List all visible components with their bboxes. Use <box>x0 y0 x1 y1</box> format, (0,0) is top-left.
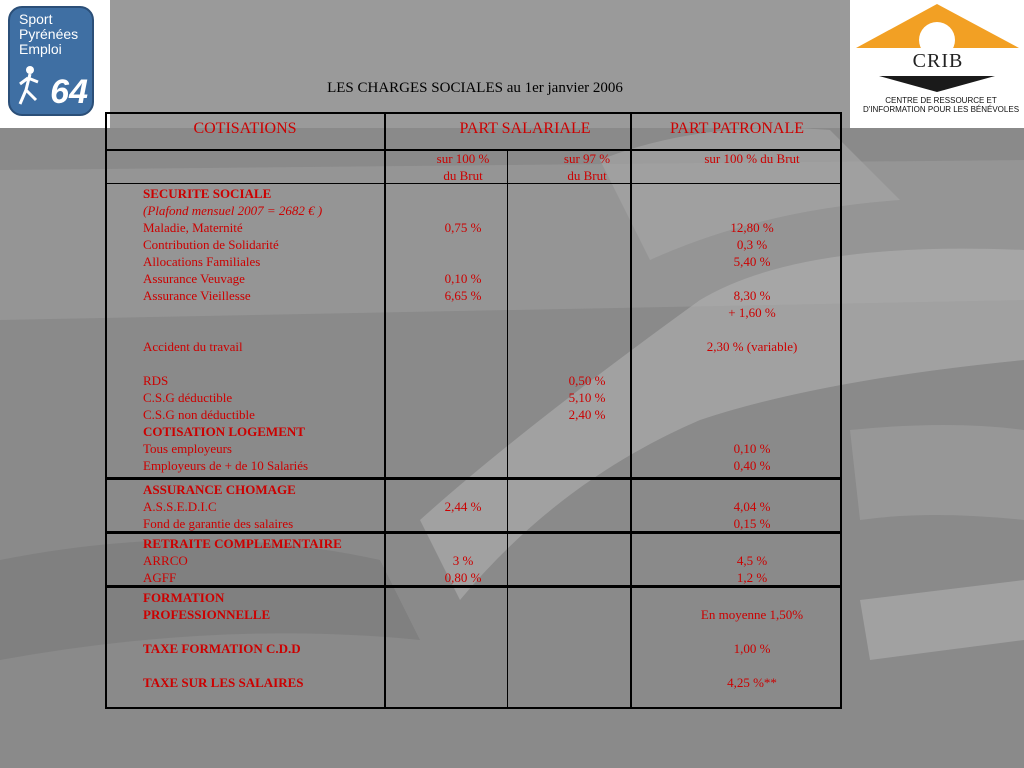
s1-pat-11 <box>672 372 832 389</box>
label-taxe-cdd: TAXE FORMATION C.D.D <box>143 641 301 656</box>
s1-sal100-5: 0,10 % <box>444 271 482 286</box>
section2-labels <box>143 481 296 532</box>
s3-pat-1: 4,5 % <box>736 553 768 568</box>
label-accident: Accident du travail <box>143 339 243 354</box>
s4-pat-2 <box>672 623 832 640</box>
label-tous-employeurs: Tous employeurs <box>143 441 232 456</box>
s1-pat-7: + 1,60 % <box>728 305 776 320</box>
s3-sal100-2: 0,80 % <box>444 570 482 585</box>
label-assedic: A.S.S.E.D.I.C <box>143 499 217 514</box>
s1-sal97-11: 0,50 % <box>568 373 606 388</box>
section1-sal100 <box>400 185 526 304</box>
s1-pat-5 <box>672 270 832 287</box>
section1-sal97 <box>524 372 650 423</box>
label-arrco: ARRCO <box>143 553 188 568</box>
label-veuvage: Assurance Veuvage <box>143 271 245 286</box>
label-assurance-chomage: ASSURANCE CHOMAGE <box>143 482 296 497</box>
label-blank-4 <box>143 623 304 640</box>
s1-sal100-3 <box>400 236 526 253</box>
subheader-pat100: sur 100 % du Brut <box>704 151 800 166</box>
s4-pat-4 <box>672 657 832 674</box>
section1-labels <box>143 185 322 474</box>
label-securite-sociale: SECURITE SOCIALE <box>143 186 272 201</box>
subheader-sal100-line1: sur 100 % <box>436 151 490 166</box>
s1-pat-8 <box>672 321 832 338</box>
label-rds: RDS <box>143 373 169 388</box>
s1-sal97-13: 2,40 % <box>568 407 606 422</box>
label-vieillesse: Assurance Vieillesse <box>143 288 251 303</box>
label-blank-5 <box>143 657 304 674</box>
section2-sal100 <box>400 481 526 532</box>
row-divider-1 <box>105 477 842 480</box>
s1-sal100-4 <box>400 253 526 270</box>
s1-pat-12 <box>672 389 832 406</box>
s3-pat-2: 1,2 % <box>736 570 768 585</box>
label-blank-1 <box>143 304 322 321</box>
s1-pat-10 <box>672 355 832 372</box>
s3-sal100-1: 3 % <box>452 553 474 568</box>
section3-sal100 <box>400 535 526 586</box>
logo-number: 64 <box>50 73 88 111</box>
s1-pat-15: 0,10 % <box>733 441 771 456</box>
label-employeurs-10: Employeurs de + de 10 Salariés <box>143 458 309 473</box>
header-cotisations: COTISATIONS <box>193 120 297 137</box>
crib-subtitle-2: D'INFORMATION POUR LES BÉNÉVOLES <box>862 105 1020 114</box>
crib-logo <box>851 2 1024 114</box>
s1-pat-3: 0,3 % <box>736 237 768 252</box>
s4-pat-0 <box>672 589 832 606</box>
s2-pat-0 <box>672 481 832 498</box>
label-agff: AGFF <box>143 570 177 585</box>
s1-pat-9: 2,30 % (variable) <box>706 339 798 354</box>
section1-pat <box>672 185 832 474</box>
label-blank-3 <box>143 355 322 372</box>
subheader-sal97-line2: du Brut <box>567 168 607 183</box>
logo-line-1: Sport <box>19 11 53 27</box>
label-fond-garantie: Fond de garantie des salaires <box>143 516 294 531</box>
header-part-salariale: PART SALARIALE <box>459 120 591 137</box>
header-photo-band <box>110 0 850 128</box>
label-maladie: Maladie, Maternité <box>143 220 243 235</box>
header-part-patronale: PART PATRONALE <box>669 120 805 137</box>
label-logement: COTISATION LOGEMENT <box>143 424 305 439</box>
label-csg-ded: C.S.G déductible <box>143 390 233 405</box>
section2-pat <box>672 481 832 532</box>
s2-sal100-1: 2,44 % <box>444 499 482 514</box>
s1-sal100-6: 6,65 % <box>444 288 482 303</box>
section3-pat <box>672 535 832 586</box>
s1-pat-2: 12,80 % <box>730 220 774 235</box>
subheader-sal100 <box>400 150 526 184</box>
subheader-sal97-line1: sur 97 % <box>563 151 611 166</box>
crib-subtitle-1: CENTRE DE RESSOURCE ET <box>885 96 997 105</box>
s2-sal100-2 <box>400 515 526 532</box>
logo-line-2: Pyrénées <box>19 26 79 42</box>
label-contribution: Contribution de Solidarité <box>143 237 279 252</box>
label-csg-nonded: C.S.G non déductible <box>143 407 255 422</box>
s1-sal100-0 <box>400 185 526 202</box>
s2-sal100-0 <box>400 481 526 498</box>
s1-pat-0 <box>672 185 832 202</box>
s2-pat-1: 4,04 % <box>733 499 771 514</box>
crib-name: CRIB <box>912 50 964 72</box>
page-title: LES CHARGES SOCIALES au 1er janvier 2006 <box>327 80 623 96</box>
logo-line-3: Emploi <box>19 41 62 57</box>
s1-pat-16: 0,40 % <box>733 458 771 473</box>
s1-pat-13 <box>672 406 832 423</box>
subheader-sal100-line2: du Brut <box>443 168 483 183</box>
s4-pat-3: 1,00 % <box>733 641 771 656</box>
label-retraite: RETRAITE COMPLEMENTAIRE <box>143 536 342 551</box>
section3-labels <box>143 535 342 586</box>
section4-labels <box>143 589 304 691</box>
s1-pat-1 <box>672 202 832 219</box>
s1-sal100-1 <box>400 202 526 219</box>
s3-pat-0 <box>672 535 832 552</box>
label-plafond: (Plafond mensuel 2007 = 2682 € ) <box>143 203 323 218</box>
s2-pat-2: 0,15 % <box>733 516 771 531</box>
s1-pat-6: 8,30 % <box>733 288 771 303</box>
sport-pyrenees-emploi-logo <box>8 6 94 116</box>
label-blank-2 <box>143 321 322 338</box>
s1-sal100-2: 0,75 % <box>444 220 482 235</box>
s4-pat-5: 4,25 %** <box>727 675 777 690</box>
label-taxe-salaires: TAXE SUR LES SALAIRES <box>143 675 304 690</box>
label-professionnelle: PROFESSIONNELLE <box>143 607 271 622</box>
s4-pat-1: En moyenne 1,50% <box>700 607 804 622</box>
label-allocations: Allocations Familiales <box>143 254 261 269</box>
label-formation: FORMATION <box>143 590 225 605</box>
crib-emblem-icon <box>851 2 1024 94</box>
s1-pat-4: 5,40 % <box>733 254 771 269</box>
s1-pat-14 <box>672 423 832 440</box>
section4-pat <box>672 589 832 691</box>
s1-sal97-12: 5,10 % <box>568 390 606 405</box>
s3-sal100-0 <box>400 535 526 552</box>
col-divider-1 <box>384 112 386 709</box>
